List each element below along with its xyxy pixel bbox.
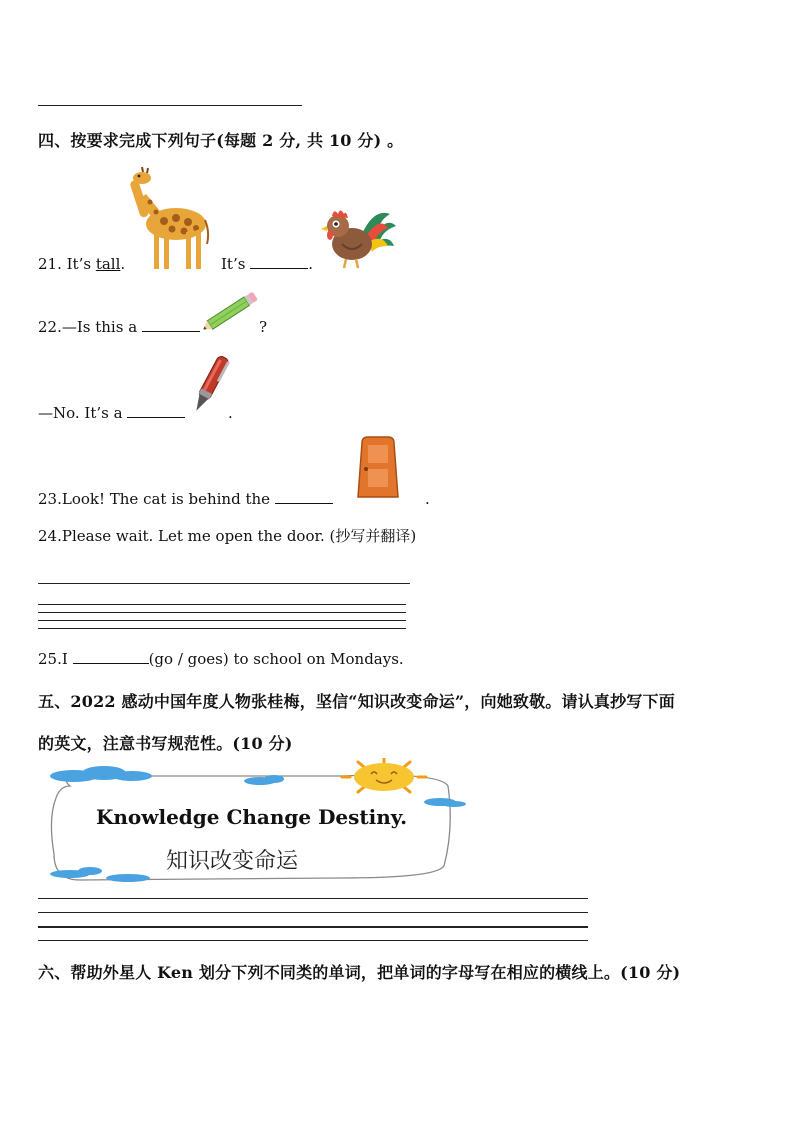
motto-card bbox=[40, 758, 472, 888]
q21-second-label: It’s bbox=[221, 255, 246, 273]
q22-line2-prefix: —No. It’s a bbox=[38, 404, 123, 422]
answer-line-q24-1 bbox=[38, 583, 410, 584]
answer-line-q24-2 bbox=[38, 604, 406, 605]
q23-end: . bbox=[425, 490, 430, 508]
answer-line-q24-3 bbox=[38, 612, 406, 613]
card-chinese-text: 知识改变命运 bbox=[166, 849, 299, 874]
q25-suffix: (go / goes) to school on Mondays. bbox=[148, 650, 404, 668]
q22-answer-blank-1[interactable] bbox=[142, 318, 200, 332]
q21-end: . bbox=[308, 255, 313, 273]
q23-answer-blank[interactable] bbox=[275, 490, 333, 504]
question-23 bbox=[38, 490, 333, 508]
writing-line-2 bbox=[38, 912, 588, 913]
q21-prefix: 21. It’s bbox=[38, 255, 96, 273]
q21-word: tall bbox=[95, 255, 121, 273]
q21-answer-blank[interactable] bbox=[250, 255, 308, 269]
writing-line-3 bbox=[38, 926, 588, 928]
q25-prefix: 25.I bbox=[38, 650, 68, 668]
pen-icon bbox=[188, 352, 232, 418]
door-icon bbox=[356, 435, 400, 499]
question-22-line2 bbox=[38, 404, 185, 422]
q23-text: 23.Look! The cat is behind the bbox=[38, 490, 271, 508]
q22-line1-end: ? bbox=[259, 318, 268, 336]
answer-line-q24-5 bbox=[38, 628, 406, 629]
pencil-icon bbox=[198, 290, 262, 334]
q22-line1-prefix: 22.—Is this a bbox=[38, 318, 138, 336]
writing-line-4 bbox=[38, 940, 588, 941]
answer-line-top bbox=[38, 105, 302, 106]
section-4-heading: 四、按要求完成下列句子(每题 2 分, 共 10 分) 。 bbox=[38, 131, 404, 150]
section-5-heading-line2: 的英文，注意书写规范性。(10 分) bbox=[38, 734, 293, 753]
question-25 bbox=[38, 650, 404, 668]
section-6-heading: 六、帮助外星人 Ken 划分下列不同类的单词，把单词的字母写在相应的横线上。(10 分) bbox=[38, 963, 681, 982]
q25-answer-blank[interactable] bbox=[73, 650, 149, 664]
q21-dot: . bbox=[120, 255, 126, 273]
section-5-heading-line1: 五、2022 感动中国年度人物张桂梅，坚信“知识改变命运”，向她致敬。请认真抄写下面 bbox=[38, 692, 675, 711]
sun-icon bbox=[342, 758, 426, 792]
q22-answer-blank-2[interactable] bbox=[127, 404, 185, 418]
question-21 bbox=[38, 255, 125, 273]
giraffe-icon bbox=[128, 166, 210, 270]
question-22-line1 bbox=[38, 318, 200, 336]
question-21-second bbox=[221, 255, 313, 273]
answer-line-q24-4 bbox=[38, 620, 406, 621]
card-english-text: Knowledge Change Destiny. bbox=[96, 805, 408, 829]
rooster-icon bbox=[318, 204, 398, 270]
q22-line2-end: . bbox=[228, 404, 233, 422]
question-24: 24.Please wait. Let me open the door. (抄写并翻译) bbox=[38, 527, 417, 545]
writing-line-1 bbox=[38, 898, 588, 899]
